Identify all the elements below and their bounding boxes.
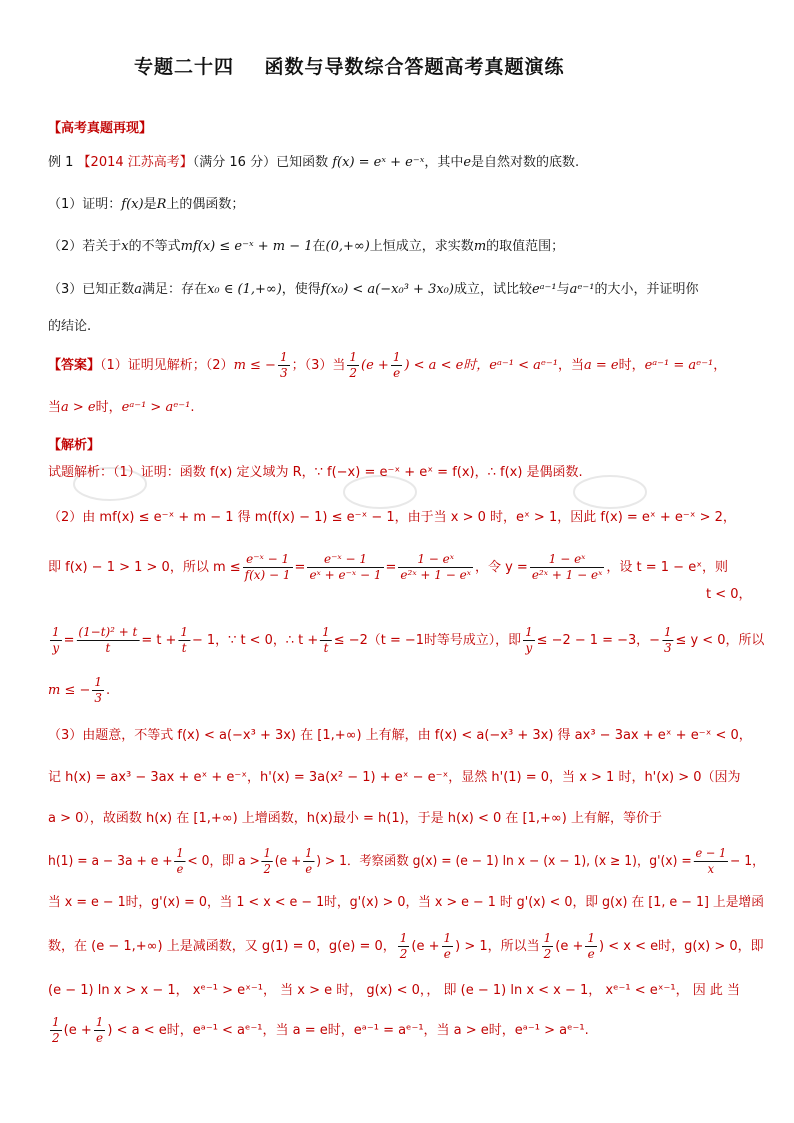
- answer-label: 【答案】: [48, 358, 101, 373]
- question-2: （2）若关于x的不等式mf(x) ≤ e⁻ˣ + m − 1在(0,+∞)上恒成立，求实数m的取值范围；: [48, 239, 565, 254]
- fraction: $\frac{1}{e}$: [392, 350, 401, 380]
- question-1: （1）证明：f(x)是R上的偶函数；: [48, 197, 245, 212]
- fraction: $\frac{1}{3}$: [94, 675, 103, 705]
- fraction: $\frac{1}{e}$: [176, 846, 184, 876]
- fraction: $\frac{\text{1 − eˣ}}{\text{e²ˣ + 1 − eˣ}}$: [531, 552, 603, 582]
- solution-part-2-line-2: 即 f(x) − 1 > 1 > 0，所以 m ≤ $\frac{\text{e⁻ˣ − 1}}{f(x) - 1}$ = $\frac{\text{e⁻ˣ − 1}}{\text{eˣ + e⁻ˣ − 1}}$ = $\frac{\text{1 − eˣ}}{\text{e²ˣ + 1 − eˣ}}$ ，令 y = $\frac{\text{1 − eˣ}}{\text{e²ˣ + 1 − eˣ}}$ ，设 t = 1 − eˣ，则: [48, 552, 728, 582]
- solution-part-3-line-7: (e − 1) ln x > x − 1， xᵉ⁻¹ > eˣ⁻¹， 当 x > e 时， g(x) < 0，， 即 (e − 1) ln x < x − 1， xᵉ⁻¹ < eˣ⁻¹， 因 此 当: [48, 983, 741, 998]
- fraction: $\frac{1}{y}$: [525, 625, 533, 655]
- fraction: $\frac{1}{e}$: [443, 931, 452, 961]
- question-3-cont: 的结论.: [48, 319, 92, 334]
- solution-part-2-line-4: m ≤ − $\frac{1}{3}$ .: [48, 675, 111, 705]
- solution-part-3-line-8: $\frac{1}{2}$ (e + $\frac{1}{e}$ ) < a < e时，eᵃ⁻¹ < aᵉ⁻¹，当 a = e时，eᵃ⁻¹ = aᵉ⁻¹，当 a > e时，eᵃ⁻¹ > aᵉ⁻¹.: [52, 1015, 589, 1045]
- solution-part-3-line-6: 数，在 (e − 1,+∞) 上是减函数，又 g(1) = 0，g(e) = 0， $\frac{1}{2}$ (e + $\frac{1}{e}$ ) > 1，所以当 $\frac{1}{2}$ (e + $\frac{1}{e}$ ) < x < e时，g(x) > 0，即: [48, 931, 764, 961]
- solution-part-1: 试题解析：（1）证明：函数 f(x) 定义域为 R，∵ f(−x) = e⁻ˣ + eˣ = f(x)，∴ f(x) 是偶函数.: [48, 465, 583, 480]
- fraction: $\frac{1}{y}$: [51, 625, 60, 655]
- solution-part-2-line-3: $\frac{1}{y}$ = $\frac{\text{(1−t)² + t}}{t}$ = t + $\frac{1}{t}$ − 1，∵ t < 0，∴ t + $\frac{1}{t}$ ≤ −2（t = −1时等号成立），即 $\frac{1}{y}$ ≤ −2 − 1 = −3，− $\frac{1}{3}$ ≤ y < 0，所以: [51, 625, 765, 655]
- answer-line-2: 当a > e时，eᵃ⁻¹ > aᵉ⁻¹.: [48, 400, 195, 415]
- solution-part-3-line-5: 当 x = e − 1时，g'(x) = 0，当 1 < x < e − 1时，g'(x) > 0，当 x > e − 1 时 g'(x) < 0，即 g(x) 在 [1, e − 1] 上是增函: [48, 895, 764, 910]
- fraction: $\frac{\text{e⁻ˣ − 1}}{f(x) - 1}$: [244, 552, 291, 582]
- solution-part-3-line-1: （3）由题意，不等式 f(x) < a(−x³ + 3x) 在 [1,+∞) 上有解，由 f(x) < a(−x³ + 3x) 得 ax³ − 3ax + eˣ + e⁻ˣ < 0，: [48, 728, 752, 743]
- fraction: $\frac{1}{3}$: [663, 625, 672, 655]
- page-title: 专题二十四 函数与导数综合答题高考真题演练: [134, 56, 565, 78]
- fraction: $\frac{1}{e}$: [305, 846, 313, 876]
- answer-line-1: 【答案】（1）证明见解析；（2）m ≤ − $\frac{1}{3}$ ；（3）当 $\frac{1}{2}$ (e + $\frac{1}{e}$ ) < a < e时，eᵃ⁻¹ < aᵉ⁻¹，当a = e时，eᵃ⁻¹ = aᵉ⁻¹，: [48, 350, 727, 380]
- fraction: $\frac{1}{t}$: [180, 625, 188, 655]
- fraction: $\frac{e - 1}{x}$: [695, 846, 727, 876]
- solution-part-3-line-3: a > 0），故函数 h(x) 在 [1,+∞) 上增函数，h(x)最小 = h(1)，于是 h(x) < 0 在 [1,+∞) 上有解，等价于: [48, 811, 662, 826]
- fraction: $\frac{1}{2}$: [349, 350, 358, 380]
- solution-part-3-line-2: 记 h(x) = ax³ − 3ax + eˣ + e⁻ˣ，h'(x) = 3a(x² − 1) + eˣ − e⁻ˣ，显然 h'(1) = 0，当 x > 1 时，h'(x) > 0（因为: [48, 770, 741, 785]
- fraction: $\frac{1}{2}$: [263, 846, 271, 876]
- fraction: $\frac{\text{1 − eˣ}}{\text{e²ˣ + 1 − eˣ}}$: [400, 552, 471, 582]
- example-score: （满分 16 分）: [192, 155, 277, 170]
- question-3: （3）已知正数a满足：存在x₀ ∈ (1,+∞)，使得f(x₀) < a(−x₀³ + 3x₀)成立，试比较eᵃ⁻¹与aᵉ⁻¹的大小，并证明你: [48, 282, 699, 297]
- fraction: $\frac{\text{e⁻ˣ − 1}}{\text{eˣ + e⁻ˣ − 1}}$: [309, 552, 382, 582]
- function-definition: f(x) = eˣ + e⁻ˣ: [332, 155, 425, 170]
- solution-part-2-line-1: （2）由 mf(x) ≤ e⁻ˣ + m − 1 得 m(f(x) − 1) ≤ e⁻ˣ − 1，由于当 x > 0 时，eˣ > 1，因此 f(x) = eˣ + e⁻ˣ > 2，: [48, 510, 736, 525]
- fraction: $\frac{1}{e}$: [95, 1015, 104, 1045]
- solution-part-3-line-4: h(1) = a − 3a + e + $\frac{1}{e}$ < 0，即 a > $\frac{1}{2}$ (e + $\frac{1}{e}$ ) > 1．考察函数 g(x) = (e − 1) ln x − (x − 1), (x ≥ 1)，g'(x) = $\frac{e - 1}{x}$ − 1，: [48, 846, 765, 876]
- section-heading-review: 【高考真题再现】: [48, 121, 153, 136]
- fraction: $\frac{\text{(1−t)² + t}}{t}$: [78, 625, 138, 655]
- fraction: $\frac{1}{e}$: [587, 931, 596, 961]
- fraction: $\frac{1}{2}$: [52, 1015, 60, 1045]
- solution-t-negative: t < 0，: [706, 587, 752, 602]
- analysis-heading: 【解析】: [48, 438, 101, 453]
- fraction: $\frac{1}{2}$: [543, 931, 552, 961]
- fraction: $\frac{1}{t}$: [322, 625, 330, 655]
- fraction: $\frac{1}{2}$: [399, 931, 408, 961]
- example-stem: 例 1 【2014 江苏高考】（满分 16 分）已知函数 f(x) = eˣ + e⁻ˣ，其中e是自然对数的底数.: [48, 155, 580, 170]
- fraction: $\frac{1}{3}$: [279, 350, 288, 380]
- example-source: 【2014 江苏高考】: [77, 155, 193, 170]
- example-label: 例 1: [48, 155, 74, 170]
